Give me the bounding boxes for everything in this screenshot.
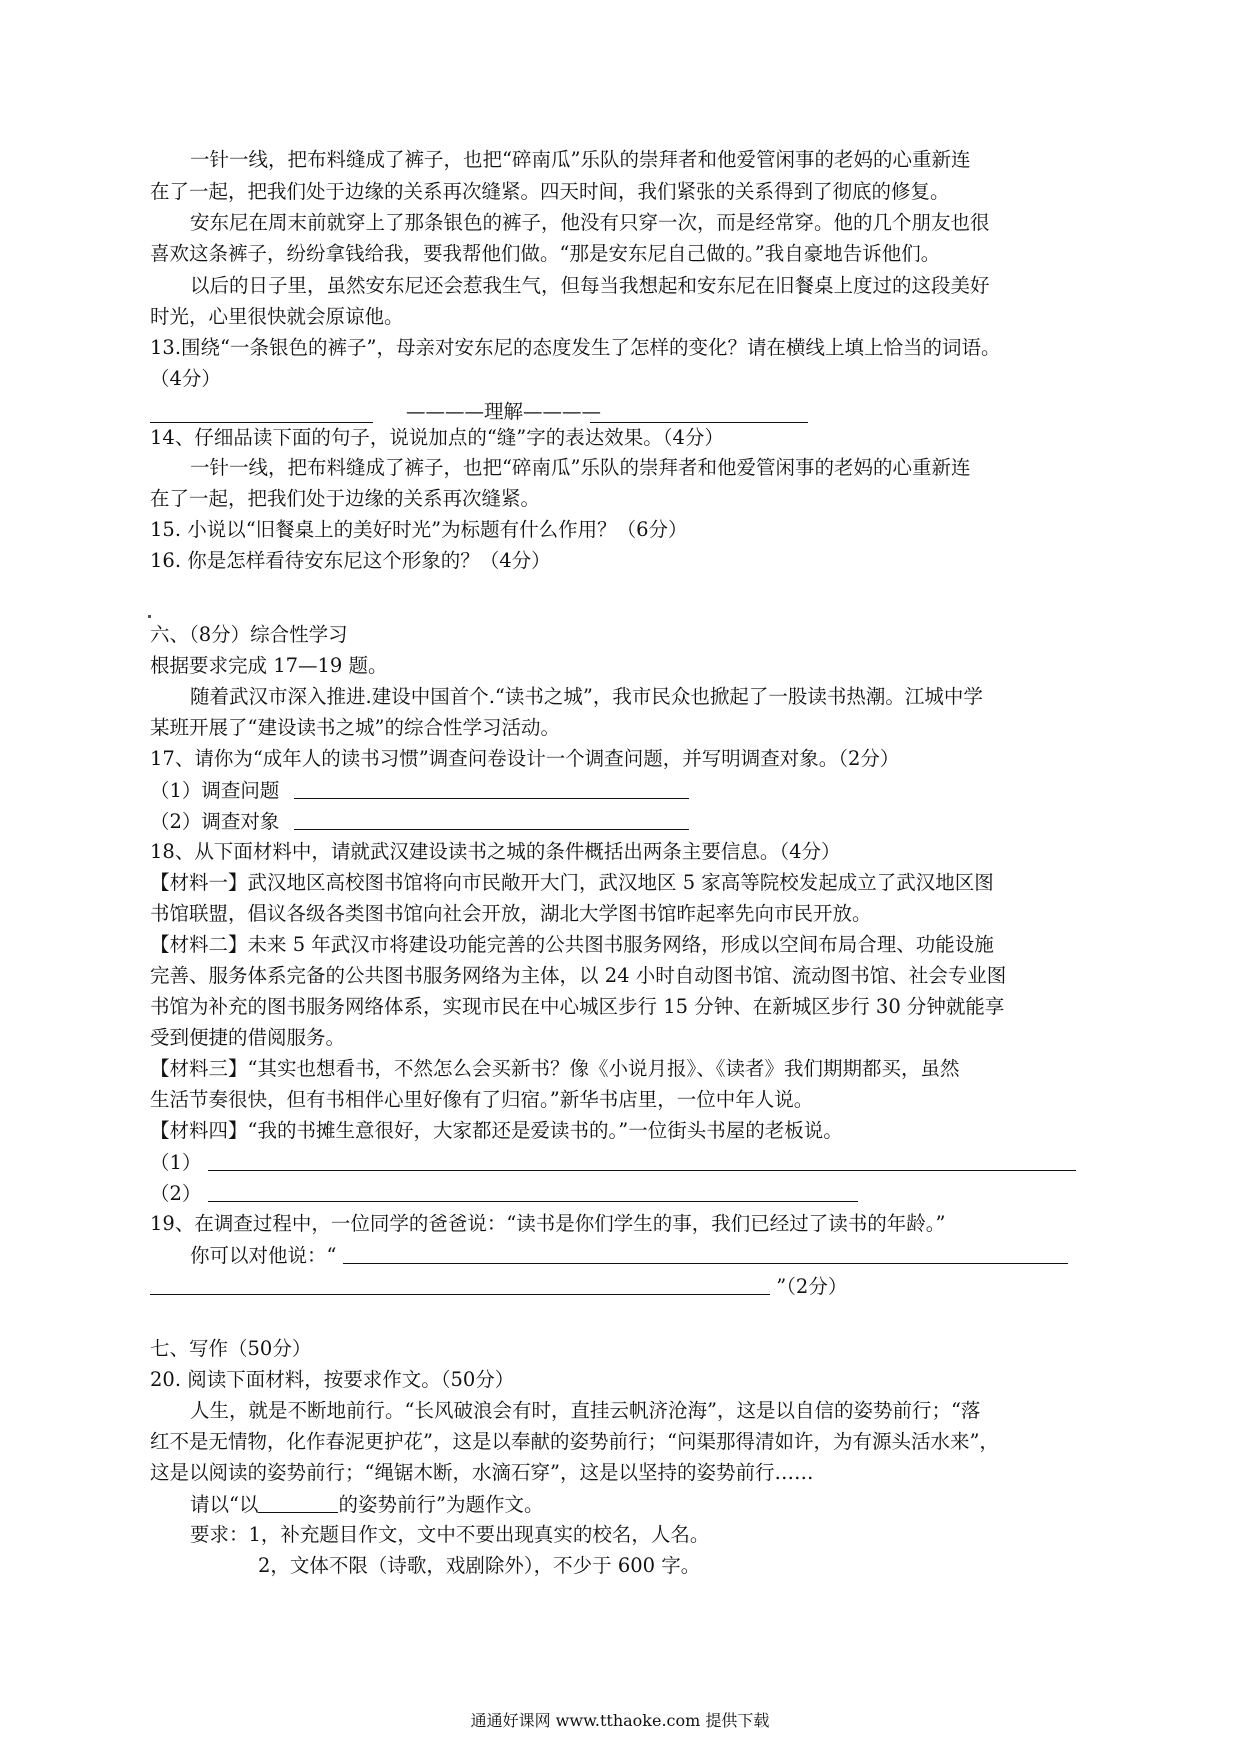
passage-line: 一针一线，把布料缝成了裤子，也把“碎南瓜”乐队的崇拜者和他爱管闲事的老妈的心重新连 xyxy=(190,148,971,171)
passage-line: 时光，心里很快就会原谅他。 xyxy=(150,305,404,328)
small-dot-mark xyxy=(148,615,151,618)
writing-material: 这是以阅读的姿势前行；“绳锯木断，水滴石穿”，这是以坚持的姿势前行…… xyxy=(150,1461,814,1484)
passage-line: 安东尼在周末前就穿上了那条银色的裤子，他没有只穿一次，而是经常穿。他的几个朋友也很 xyxy=(190,211,990,234)
passage-line: 在了一起，把我们处于边缘的关系再次缝紧。四天时间，我们紧张的关系得到了彻底的修复。 xyxy=(150,180,950,203)
item-label: （2） xyxy=(150,1182,202,1205)
answer-blank-line[interactable] xyxy=(294,809,689,830)
item-label: （1） xyxy=(150,1151,202,1174)
answer-blank-line[interactable] xyxy=(294,778,689,799)
question-18-answer-1 xyxy=(150,1150,1095,1175)
question-17-item-2 xyxy=(150,809,1095,834)
answer-blank-line[interactable] xyxy=(208,1150,1076,1171)
page-footer: 通通好课网 www.tthaoke.com 提供下载 xyxy=(470,1711,770,1730)
question-13-score: （4分） xyxy=(150,367,221,390)
question-14-quote: 在了一起，把我们处于边缘的关系再次缝紧。 xyxy=(150,487,541,510)
question-19-answer-end xyxy=(150,1274,1095,1299)
answer-blank-line[interactable] xyxy=(343,1243,1068,1264)
section-6-para: 随着武汉市深入推进.建设中国首个.“读书之城”，我市民众也掀起了一股读书热潮。江城中学 xyxy=(190,685,983,708)
prompt-label: 你可以对他说：“ xyxy=(190,1244,337,1267)
material-2: 完善、服务体系完备的公共图书服务网络为主体，以 24 小时自动图书馆、流动图书馆、社会专业图 xyxy=(150,964,1007,987)
section-6-title: 六、（8分）综合性学习 xyxy=(150,623,348,646)
material-1: 【材料一】武汉地区高校图书馆将向市民敞开大门，武汉地区 5 家高等院校发起成立了武汉地区图 xyxy=(150,871,994,894)
passage-line: 以后的日子里，虽然安东尼还会惹我生气，但每当我想起和安东尼在旧餐桌上度过的这段美好 xyxy=(190,274,990,297)
question-15: 15. 小说以“旧餐桌上的美好时光”为标题有什么作用？（6分） xyxy=(150,518,688,541)
writing-material: 人生，就是不断地前行。“长风破浪会有时，直挂云帆济沧海”，这是以自信的姿势前行；“落 xyxy=(190,1399,981,1422)
answer-blank-line[interactable] xyxy=(208,1181,858,1202)
answer-blank-line[interactable] xyxy=(590,422,808,423)
title-suffix: 的姿势前行”为题作文。 xyxy=(338,1493,544,1516)
answer-blank-line[interactable] xyxy=(150,1274,770,1295)
section-6-para: 某班开展了“建设读书之城”的综合性学习活动。 xyxy=(150,716,560,739)
question-17: 17、请你为“成年人的读书习惯”调查问卷设计一个调查问题，并写明调查对象。（2分） xyxy=(150,747,900,770)
title-prefix: 请以“以 xyxy=(190,1493,259,1516)
title-blank-line[interactable] xyxy=(258,1492,338,1513)
material-3: 【材料三】“其实也想看书，不然怎么会买新书？像《小说月报》、《读者》我们期期都买，虽然 xyxy=(150,1057,960,1080)
question-18-answer-2 xyxy=(150,1181,1095,1206)
question-19: 19、在调查过程中，一位同学的爸爸说：“读书是你们学生的事，我们已经过了读书的年龄。” xyxy=(150,1212,946,1235)
question-18: 18、从下面材料中，请就武汉建设读书之城的条件概括出两条主要信息。（4分） xyxy=(150,840,841,863)
answer-blank-line[interactable] xyxy=(150,422,373,423)
material-4: 【材料四】“我的书摊生意很好，大家都还是爱读书的。”一位街头书屋的老板说。 xyxy=(150,1119,843,1142)
question-16: 16. 你是怎样看待安东尼这个形象的？（4分） xyxy=(150,549,551,572)
writing-title-instruction xyxy=(150,1492,1135,1517)
section-6-intro: 根据要求完成 17—19 题。 xyxy=(150,654,388,677)
question-20: 20. 阅读下面材料，按要求作文。（50分） xyxy=(150,1368,515,1391)
question-14: 14、仔细品读下面的句子，说说加点的“缝”字的表达效果。（4分） xyxy=(150,426,724,449)
item-label: （2）调查对象 xyxy=(150,810,280,833)
writing-requirement: 2，文体不限（诗歌，戏剧除外），不少于 600 字。 xyxy=(258,1554,701,1577)
material-1: 书馆联盟，倡议各级各类图书馆向社会开放，湖北大学图书馆昨起率先向市民开放。 xyxy=(150,902,872,925)
question-13: 13.围绕“一条银色的裤子”，母亲对安东尼的态度发生了怎样的变化？请在横线上填上恰当的词语。 xyxy=(150,336,1001,359)
section-7-title: 七、写作（50分） xyxy=(150,1337,312,1360)
item-label: （1）调查问题 xyxy=(150,779,280,802)
score-label: ”（2分） xyxy=(776,1275,848,1298)
material-2: 【材料二】未来 5 年武汉市将建设功能完善的公共图书服务网络，形成以空间布局合理、功能设施 xyxy=(150,933,994,956)
passage-line: 喜欢这条裤子，纷纷拿钱给我，要我帮他们做。“那是安东尼自己做的。”我自豪地告诉他们。 xyxy=(150,242,941,265)
material-2: 受到便捷的借阅服务。 xyxy=(150,1026,346,1049)
writing-requirement: 要求：1，补充题目作文，文中不要出现真实的校名，人名。 xyxy=(190,1523,710,1546)
question-17-item-1 xyxy=(150,778,1095,803)
question-14-quote: 一针一线，把布料缝成了裤子，也把“碎南瓜”乐队的崇拜者和他爱管闲事的老妈的心重新连 xyxy=(190,456,971,479)
answer-flow-label: ————理解———— xyxy=(406,400,602,423)
question-19-prompt xyxy=(150,1243,1135,1268)
material-3: 生活节奏很快，但有书相伴心里好像有了归宿。”新华书店里，一位中年人说。 xyxy=(150,1088,814,1111)
material-2: 书馆为补充的图书服务网络体系，实现市民在中心城区步行 15 分钟、在新城区步行 30 分钟就能享 xyxy=(150,995,1005,1018)
writing-material: 红不是无情物，化作春泥更护花”，这是以奉献的姿势前行；“问渠那得清如许，为有源头活水来”， xyxy=(150,1430,999,1453)
